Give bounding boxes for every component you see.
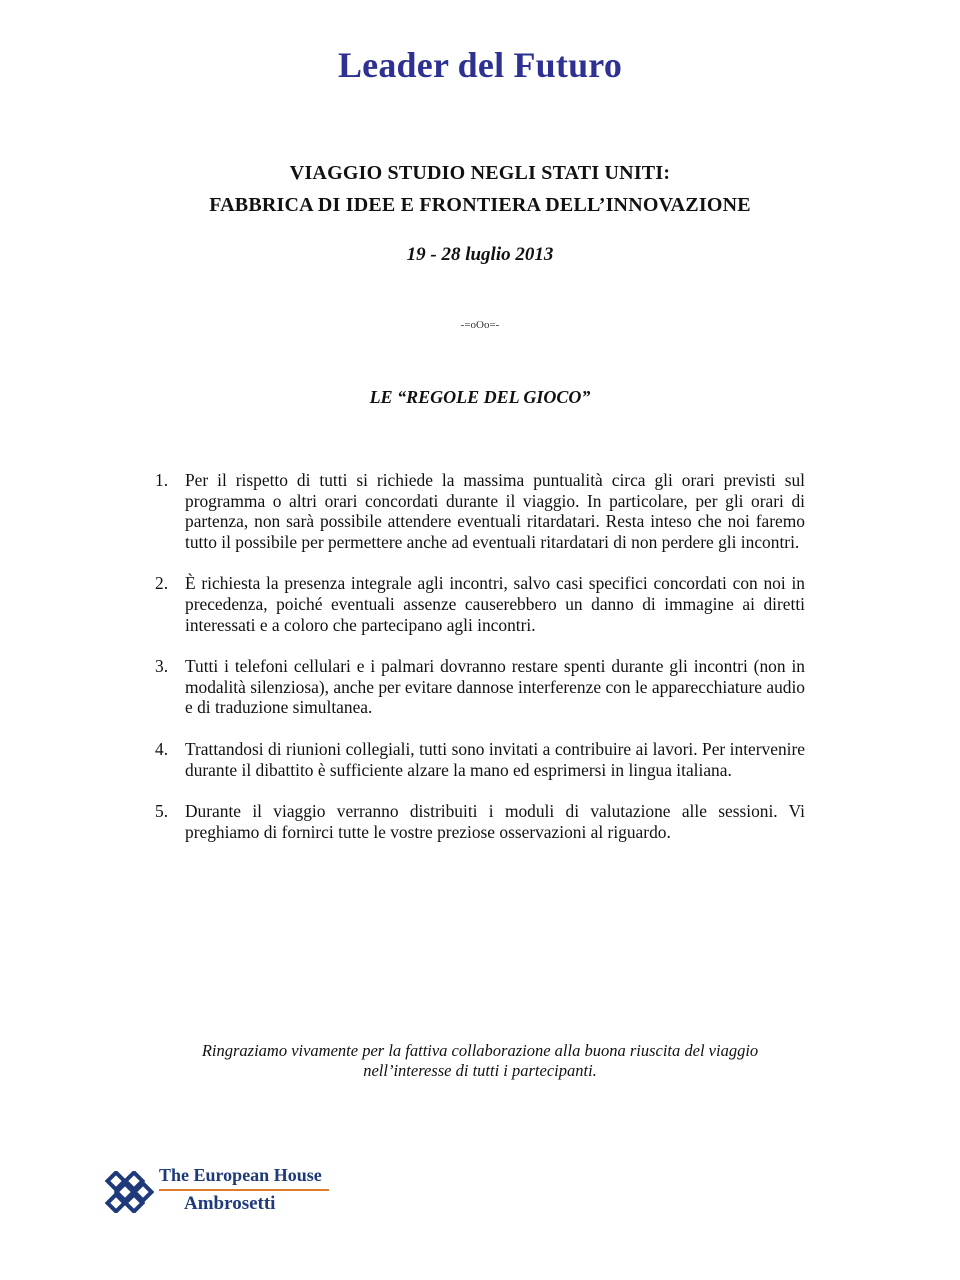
rule-text: Trattandosi di riunioni collegiali, tutti sono invitati a contribuire ai lavori. Per intervenire durante il dibattito è sufficiente alzare la mano ed esprimersi in lingua italiana.: [185, 738, 805, 780]
rule-number: 1.: [155, 470, 169, 490]
rule-text: Tutti i telefoni cellulari e i palmari dovranno restare spenti durante gli incontri (non in modalità silenziosa), anche per evitare dannose interferenze con le apparecchiature audio e di traduzione simultanea.: [185, 656, 805, 718]
logo-text-line-2: Ambrosetti: [184, 1193, 276, 1214]
logo-divider: [159, 1189, 329, 1191]
rules-list: [155, 470, 805, 863]
rule-number: 3.: [155, 656, 169, 677]
rule-text: È richiesta la presenza integrale agli incontri, salvo casi specifici concordati con noi in precedenza, poiché eventuali assenze causerebbero un danno di immagine ai diretti interessati e a coloro che partecipano agli incontri.: [185, 573, 805, 635]
separator: -=oOo=-: [460, 319, 500, 331]
rule-number: 5.: [155, 801, 169, 822]
heading-line-1: VIAGGIO STUDIO NEGLI STATI UNITI:: [289, 162, 671, 184]
rule-item: [155, 573, 805, 635]
closing-line-1: Ringraziamo vivamente per la fattiva collaborazione alla buona riuscita del viaggio: [201, 1041, 759, 1060]
rule-text: Per il rispetto di tutti si richiede la massima puntualità circa gli orari previsti sul programma o altri orari concordati durante il viaggio. In particolare, per gli orari di partenza, non sarà possibile attendere eventuali ritardatari. Resta inteso che noi faremo tutto il possibile per permettere anche ad eventuali ritardatari di non perdere gli incontri.: [185, 470, 805, 552]
rule-item: [155, 470, 805, 552]
rule-item: [155, 801, 805, 842]
rule-number: 2.: [155, 573, 169, 594]
closing-line-2: nell’interesse di tutti i partecipanti.: [363, 1061, 597, 1080]
heading-line-2: FABBRICA DI IDEE E FRONTIERA DELL’INNOVAZIONE: [209, 194, 751, 216]
trip-dates: 19 - 28 luglio 2013: [406, 244, 554, 265]
rule-item: [155, 739, 805, 780]
rule-item: [155, 656, 805, 718]
closing-note: [0, 1041, 960, 1081]
ambrosetti-logo-icon: [104, 1171, 154, 1213]
ambrosetti-logo: [104, 1163, 344, 1219]
rule-text: Durante il viaggio verranno distribuiti i moduli di valutazione alle sessioni. Vi preghiamo di fornirci tutte le vostre preziose osservazioni al riguardo.: [185, 801, 805, 842]
logo-text-line-1: The European House: [159, 1165, 322, 1185]
rules-title: LE “REGOLE DEL GIOCO”: [369, 387, 591, 407]
brand-title: Leader del Futuro: [337, 45, 623, 85]
rule-number: 4.: [155, 738, 169, 759]
